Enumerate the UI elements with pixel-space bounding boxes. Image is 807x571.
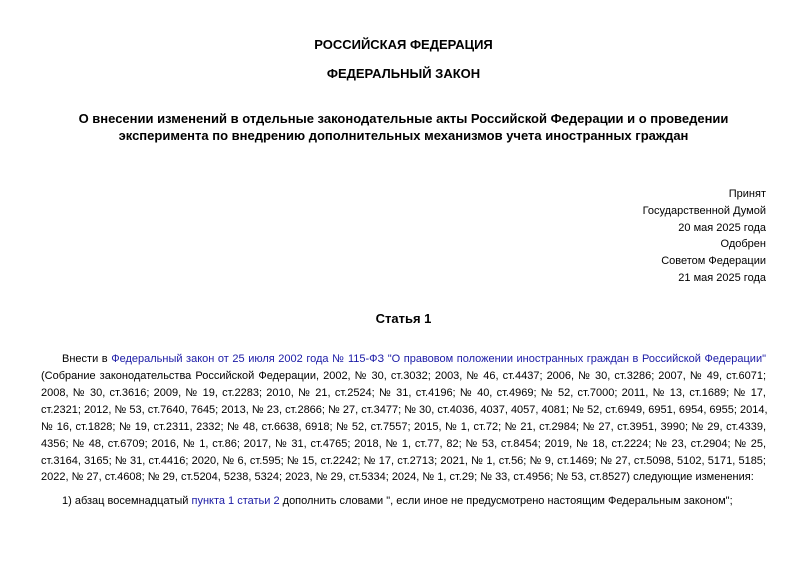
article-body bbox=[41, 368, 766, 486]
law-link[interactable]: Федеральный закон от 25 июля 2002 года № 115-ФЗ "О правовом положении иностранных граждан в Российской Федерации" bbox=[111, 353, 766, 365]
body-line: (Собрание законодательства Российской Федерации, 2002, № 30, ст.3032; 2003, № 46, ст.4437; 2006, № 30, ст.3286; 2007, № 49, ст.6071; bbox=[41, 370, 766, 382]
item-1 bbox=[62, 493, 733, 509]
body-line: 2022, № 27, ст.4608; № 29, ст.5204, 5238, 5324; 2023, № 29, ст.5334; 2024, № 1, ст.29; № 33, ст.4956; № 53, ст.8527) следующие изменения: bbox=[41, 471, 754, 484]
article-2-link[interactable]: пункта 1 статьи 2 bbox=[191, 495, 280, 507]
approved-label: Одобрен bbox=[720, 238, 766, 251]
item-1-prefix: 1) абзац восемнадцатый bbox=[62, 495, 192, 507]
adoption-block bbox=[643, 186, 766, 287]
adopted-label: Принят bbox=[728, 188, 766, 200]
body-line: 2008, № 30, ст.3616; 2009, № 19, ст.2283; 2010, № 21, ст.2524; № 31, ст.4196; № 40, ст.4969; № 52, ст.7000; 2011, № 13, ст.1689; № 17, bbox=[41, 386, 766, 399]
law-title-line-2: эксперимента по внедрению дополнительных механизмов учета иностранных граждан bbox=[118, 128, 689, 143]
adopted-date: 20 мая 2025 года bbox=[678, 221, 766, 234]
adopted-by: Государственной Думой bbox=[642, 204, 766, 217]
body-line: ст.3164, 3165; № 31, ст.4416; 2020, № 6, ст.595; № 15, ст.2242; № 17, ст.2713; 2021, № 1, ст.56; № 9, ст.1469; № 27, ст.5098, 5102, 5171, 5185; bbox=[41, 454, 766, 467]
item-1-suffix: дополнить словами ", если иное не предусмотрено настоящим Федеральным законом"; bbox=[279, 495, 733, 507]
approved-by: Советом Федерации bbox=[661, 255, 766, 268]
intro-prefix: Внести в bbox=[62, 353, 112, 365]
document-type-heading: ФЕДЕРАЛЬНЫЙ ЗАКОН bbox=[326, 66, 481, 81]
law-title-line-1: О внесении изменений в отдельные законодательные акты Российской Федерации и о проведении bbox=[78, 111, 729, 126]
body-line: № 16, ст.1828; № 19, ст.2311, 2332; № 48, ст.6638, 6918; № 52, ст.7557; 2015, № 1, ст.72; № 21, ст.2984; № 27, ст.3951, 3990; № 29, ст.4339, bbox=[41, 420, 766, 433]
article-intro-line bbox=[62, 351, 766, 368]
country-heading: РОССИЙСКАЯ ФЕДЕРАЦИЯ bbox=[314, 37, 493, 52]
body-line: ст.2321; 2012, № 53, ст.7640, 7645; 2013, № 23, ст.2866; № 27, ст.3477; № 30, ст.4036, 4037, 4057, 4081; № 52, ст.6949, 6951, 6954, 6955; 2014, bbox=[41, 403, 768, 416]
approved-date: 21 мая 2025 года bbox=[678, 271, 766, 284]
article-heading: Статья 1 bbox=[375, 311, 432, 326]
body-line: 4356; № 48, ст.6709; 2016, № 1, ст.86; 2017, № 31, ст.4765; 2018, № 1, ст.77, 82; № 53, ст.8454; 2019, № 18, ст.2224; № 23, ст.2904; № 25, bbox=[41, 437, 766, 450]
